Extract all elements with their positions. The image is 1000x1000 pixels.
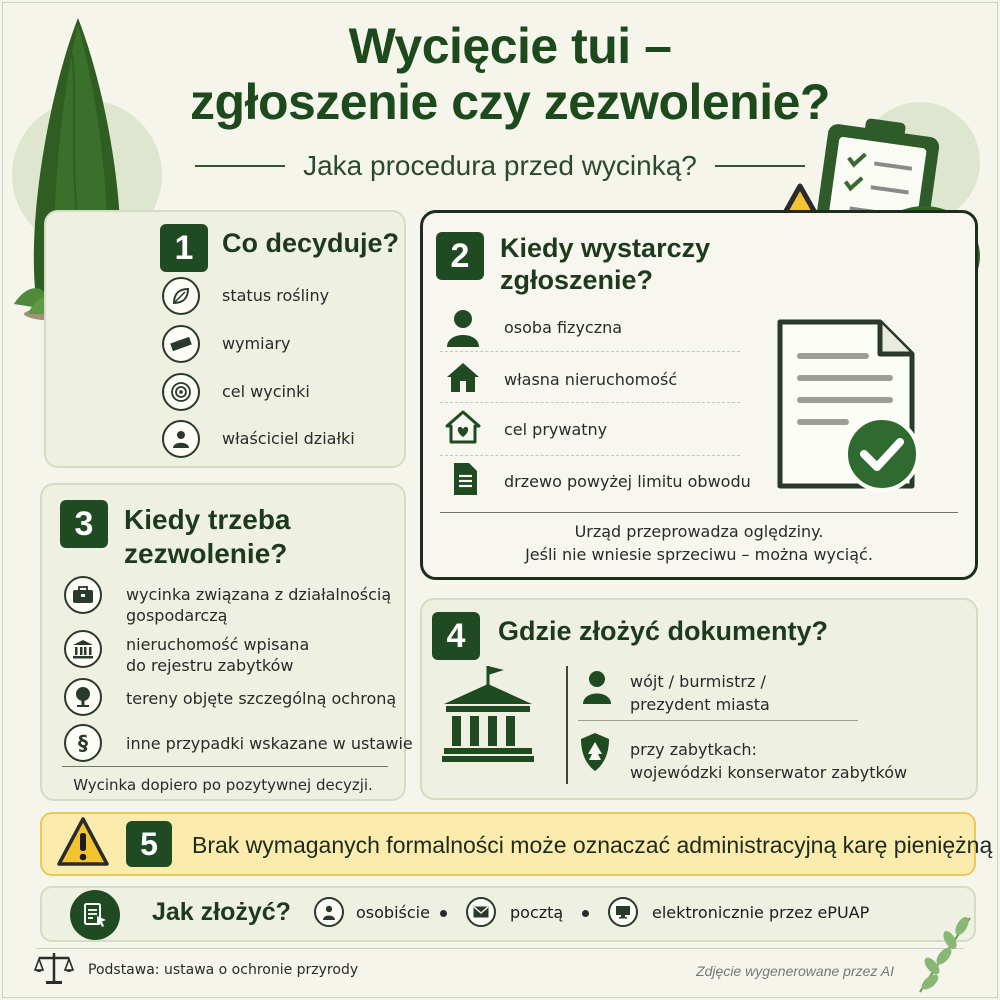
submit-form-icon [70, 890, 120, 940]
section-2-note-line-2: Jeśli nie wniesie sprzeciwu – można wyciąć. [525, 545, 873, 564]
approved-document-icon [776, 318, 926, 492]
section-3-item-1-line-2: gospodarczą [126, 606, 228, 625]
section-4-authority-1-line-1: wójt / burmistrz / [630, 672, 766, 691]
section-2-item-1: osoba fizyczna [504, 318, 623, 337]
house-icon [446, 361, 480, 393]
separator-dot [582, 910, 589, 917]
submit-option-post: pocztą [510, 903, 564, 922]
section-3-item-1-line-1: wycinka związana z działalnością [126, 585, 392, 604]
section-2-title-line-2: zgłoszenie? [500, 265, 654, 295]
document-icon [452, 462, 478, 496]
person-icon [582, 670, 612, 704]
leaf-branch-decoration [910, 910, 980, 994]
submit-option-in-person: osobiście [356, 903, 430, 922]
section-5-number: 5 [126, 821, 172, 867]
subtitle-divider-left [195, 165, 285, 167]
paragraph-icon: § [64, 724, 102, 762]
section-2-note-divider [440, 512, 958, 513]
section-3-note: Wycinka dopiero po pozytywnej decyzji. [73, 776, 373, 794]
how-to-submit-label: Jak złożyć? [152, 898, 291, 926]
section-2-item-4: drzewo powyżej limitu obwodu [504, 472, 751, 491]
ai-generated-note: Zdjęcie wygenerowane przez AI [696, 963, 894, 979]
section-4-title: Gdzie złożyć dokumenty? [498, 616, 829, 646]
section-1-item-4: właściciel działki [222, 429, 355, 448]
envelope-icon [466, 897, 496, 927]
section-1-item-1: status rośliny [222, 286, 330, 305]
person-icon [314, 897, 344, 927]
section-5-text: Brak wymaganych formalności może oznaczać administracyjną karę pieniężną [192, 832, 993, 858]
section-1-item-2: wymiary [222, 334, 291, 353]
section-4-authority-2-line-2: wojewódzki konserwator zabytków [630, 763, 908, 782]
section-3-item-2-line-2: do rejestru zabytków [126, 656, 294, 675]
section-4-vertical-divider [566, 666, 568, 784]
section-2-title [500, 232, 710, 296]
legal-basis: Podstawa: ustawa o ochronie przyrody [88, 962, 359, 978]
section-4-authority-1-line-2: prezydent miasta [630, 695, 770, 714]
section-3-item-1 [126, 584, 391, 626]
footer-divider [36, 948, 964, 949]
section-2-item-3: cel prywatny [504, 420, 608, 439]
warning-icon [56, 816, 110, 868]
government-building-icon [442, 664, 534, 762]
separator-dot [440, 910, 447, 917]
briefcase-icon [64, 576, 102, 614]
section-3-item-2 [126, 634, 309, 676]
page-title-line-2: zgłoszenie czy zezwolenie? [190, 74, 830, 130]
submit-option-epuap: elektronicznie przez ePUAP [652, 903, 870, 922]
section-3-item-2-line-1: nieruchomość wpisana [126, 635, 310, 654]
section-2-divider-3 [440, 455, 740, 456]
section-4-authority-2-line-1: przy zabytkach: [630, 740, 757, 759]
shield-tree-icon [580, 732, 610, 772]
section-2-divider-1 [440, 351, 740, 352]
section-4-authority-2 [630, 738, 907, 784]
house-heart-icon [444, 409, 482, 445]
computer-icon [608, 897, 638, 927]
section-2-item-2: własna nieruchomość [504, 370, 678, 389]
section-4-authority-1 [630, 670, 770, 716]
section-1-item-3: cel wycinki [222, 382, 310, 401]
tree-icon [64, 678, 102, 716]
section-3-number: 3 [60, 500, 108, 548]
section-3-item-4: inne przypadki wskazane w ustawie [126, 734, 413, 753]
subtitle-row [180, 150, 820, 182]
section-2-note-line-1: Urząd przeprowadza oględziny. [574, 522, 824, 541]
page-title [150, 18, 870, 130]
section-2-note [440, 520, 958, 566]
section-3-title-line-2: zezwolenie? [124, 538, 288, 569]
section-3-title-line-1: Kiedy trzeba [124, 504, 291, 535]
subtitle-divider-right [715, 165, 805, 167]
section-3-item-3: tereny objęte szczególną ochroną [126, 689, 397, 708]
section-3-note-divider [62, 766, 388, 767]
leaf-icon [162, 277, 200, 315]
monument-icon [64, 630, 102, 668]
section-1-title: Co decyduje? [222, 228, 400, 258]
section-2-divider-2 [440, 402, 740, 403]
section-1-number: 1 [160, 224, 208, 272]
page-title-line-1: Wycięcie tui – [348, 18, 672, 74]
person-icon [446, 309, 480, 347]
section-2-title-line-1: Kiedy wystarczy [500, 233, 711, 263]
person-icon [162, 420, 200, 458]
target-icon [162, 373, 200, 411]
section-2-number: 2 [436, 232, 484, 280]
ruler-icon [162, 325, 200, 363]
section-3-title [124, 503, 291, 571]
page-subtitle: Jaka procedura przed wycinką? [303, 150, 697, 181]
scales-of-justice-icon [34, 950, 74, 986]
section-4-divider [578, 720, 858, 721]
section-4-number: 4 [432, 612, 480, 660]
